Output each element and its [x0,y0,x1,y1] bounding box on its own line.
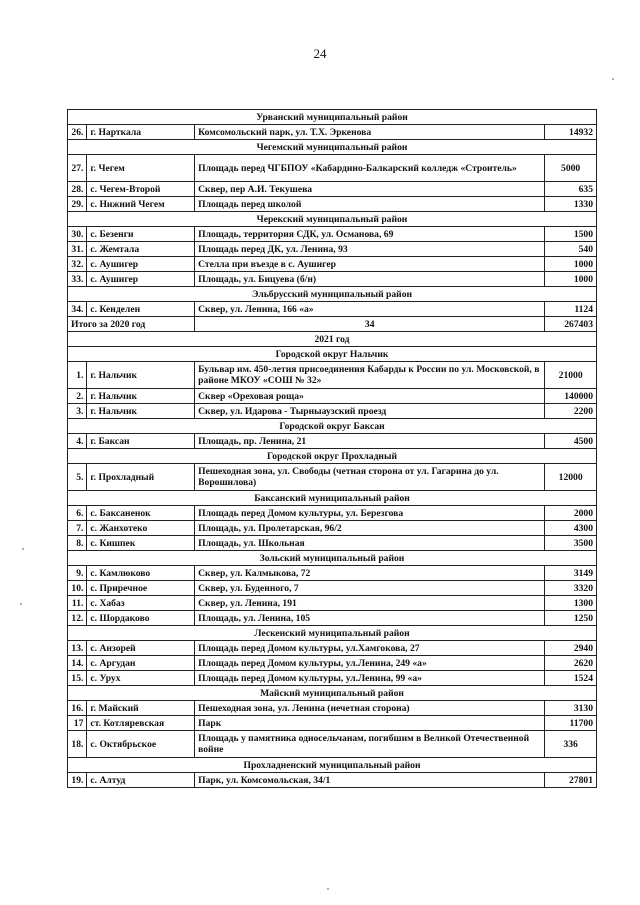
row-number: 13. [68,641,87,656]
total-label: Итого за 2020 год [68,317,195,332]
table-row [68,197,597,212]
table-row [68,506,597,521]
row-place: Сквер, пер А.И. Текушева [195,182,545,197]
row-place: Площадь, ул. Бицуева (б/н) [195,272,545,287]
row-area: 11700 [545,716,597,731]
row-place: Площадь, ул. Ленина, 105 [195,611,545,626]
row-locality: с. Жемтала [87,242,195,257]
section-title: Урванский муниципальный район [68,110,597,125]
row-area: 1000 [545,272,597,287]
table-row [68,257,597,272]
row-place: Площадь перед Домом культуры, ул.Хамгокова, 27 [195,641,545,656]
row-place: Сквер, ул. Идарова - Тырныаузский проезд [195,404,545,419]
row-locality: г. Нальчик [87,389,195,404]
row-number: 27. [68,155,87,182]
row-area: 21000 [545,362,597,389]
row-area: 140000 [545,389,597,404]
row-place: Парк [195,716,545,731]
row-place: Площадь перед Домом культуры, ул. Березгова [195,506,545,521]
row-area: 12000 [545,464,597,491]
table-row [68,596,597,611]
row-area: 3320 [545,581,597,596]
table-row [68,716,597,731]
table-row [68,227,597,242]
row-place: Пешеходная зона, ул. Свободы (четная сторона от ул. Гагарина до ул. Ворошилова) [195,464,545,491]
section-header-row [68,110,597,125]
section-header-row [68,626,597,641]
section-header-row [68,419,597,434]
row-locality: г. Нарткала [87,125,195,140]
section-title: Черекский муниципальный район [68,212,597,227]
row-locality: ст. Котляревская [87,716,195,731]
row-area: 3130 [545,701,597,716]
table-row [68,434,597,449]
row-place: Площадь у памятника односельчанам, погибшим в Великой Отечественной войне [195,731,545,758]
table-row [68,362,597,389]
total-count: 34 [195,317,545,332]
table-row [68,182,597,197]
row-place: Стелла при въезде в с. Аушигер [195,257,545,272]
row-number: 6. [68,506,87,521]
row-number: 31. [68,242,87,257]
table-row [68,404,597,419]
section-title: Лескенский муниципальный район [68,626,597,641]
row-locality: с. Кенделен [87,302,195,317]
row-locality: с. Октябрьское [87,731,195,758]
section-title: Городской округ Нальчик [68,347,597,362]
row-locality: с. Алтуд [87,773,195,788]
table-row [68,464,597,491]
table-row [68,701,597,716]
row-area: 336 [545,731,597,758]
table-body [68,110,597,788]
section-header-row [68,491,597,506]
row-number: 33. [68,272,87,287]
row-number: 17 [68,716,87,731]
row-number: 12. [68,611,87,626]
row-area: 2940 [545,641,597,656]
row-place: Сквер, ул. Ленина, 166 «а» [195,302,545,317]
municipal-territories-table [67,109,597,788]
row-number: 9. [68,566,87,581]
row-locality: с. Камлюково [87,566,195,581]
table-row [68,581,597,596]
row-area: 1124 [545,302,597,317]
total-row [68,317,597,332]
row-number: 32. [68,257,87,272]
row-locality: с. Хабаз [87,596,195,611]
row-number: 18. [68,731,87,758]
scan-speck [22,548,24,550]
row-place: Сквер «Ореховая роща» [195,389,545,404]
table-row [68,773,597,788]
row-locality: с. Кишпек [87,536,195,551]
row-locality: с. Нижний Чегем [87,197,195,212]
row-number: 14. [68,656,87,671]
row-place: Площадь перед Домом культуры, ул.Ленина, 99 «а» [195,671,545,686]
row-area: 3500 [545,536,597,551]
section-header-row [68,332,597,347]
row-place: Площадь перед ЧГБПОУ «Кабардино-Балкарский колледж «Строитель» [195,155,545,182]
row-locality: г. Баксан [87,434,195,449]
table-row [68,155,597,182]
table-row [68,272,597,287]
row-locality: с. Аргудан [87,656,195,671]
row-number: 1. [68,362,87,389]
row-place: Комсомольский парк, ул. Т.Х. Эркенова [195,125,545,140]
row-place: Бульвар им. 450-летия присоединения Кабарды к России по ул. Московской, в районе МКОУ «СОШ № 32» [195,362,545,389]
row-locality: с. Анзорей [87,641,195,656]
table-row [68,566,597,581]
table-row [68,731,597,758]
row-area: 1524 [545,671,597,686]
row-place: Сквер, ул. Ленина, 191 [195,596,545,611]
scan-speck [327,888,329,890]
row-locality: с. Урух [87,671,195,686]
row-place: Сквер, ул. Буденного, 7 [195,581,545,596]
row-place: Площадь, территория СДК, ул. Османова, 69 [195,227,545,242]
row-locality: с. Аушигер [87,257,195,272]
row-area: 2200 [545,404,597,419]
row-area: 540 [545,242,597,257]
row-number: 15. [68,671,87,686]
section-header-row [68,758,597,773]
row-place: Сквер, ул. Калмыкова, 72 [195,566,545,581]
row-locality: г. Прохладный [87,464,195,491]
row-locality: г. Майский [87,701,195,716]
section-header-row [68,551,597,566]
total-area: 267403 [545,317,597,332]
row-locality: г. Чегем [87,155,195,182]
row-place: Площадь перед ДК, ул. Ленина, 93 [195,242,545,257]
row-number: 7. [68,521,87,536]
table-row [68,536,597,551]
section-title: Баксанский муниципальный район [68,491,597,506]
row-area: 4500 [545,434,597,449]
row-number: 10. [68,581,87,596]
section-title: Городской округ Прохладный [68,449,597,464]
row-area: 27801 [545,773,597,788]
row-locality: г. Нальчик [87,404,195,419]
section-title: Прохладненский муниципальный район [68,758,597,773]
row-locality: с. Жанхотеко [87,521,195,536]
table-row [68,641,597,656]
row-area: 5000 [545,155,597,182]
row-place: Площадь, пр. Ленина, 21 [195,434,545,449]
row-place: Площадь, ул. Школьная [195,536,545,551]
section-title: Зольский муниципальный район [68,551,597,566]
row-area: 2620 [545,656,597,671]
row-locality: г. Нальчик [87,362,195,389]
row-locality: с. Аушигер [87,272,195,287]
row-number: 5. [68,464,87,491]
table-row [68,389,597,404]
row-area: 14932 [545,125,597,140]
row-locality: с. Приречное [87,581,195,596]
row-area: 2000 [545,506,597,521]
row-area: 1250 [545,611,597,626]
section-title: 2021 год [68,332,597,347]
row-number: 11. [68,596,87,611]
section-header-row [68,287,597,302]
row-place: Площадь перед школой [195,197,545,212]
row-locality: с. Шордаково [87,611,195,626]
section-header-row [68,449,597,464]
section-title: Городской округ Баксан [68,419,597,434]
row-locality: с. Безенги [87,227,195,242]
row-number: 26. [68,125,87,140]
table-row [68,611,597,626]
row-area: 4300 [545,521,597,536]
row-area: 635 [545,182,597,197]
table-row [68,671,597,686]
row-locality: с. Чегем-Второй [87,182,195,197]
section-header-row [68,212,597,227]
section-header-row [68,347,597,362]
scan-speck [20,603,22,605]
row-place: Площадь перед Домом культуры, ул.Ленина, 249 «а» [195,656,545,671]
table-row [68,521,597,536]
row-place: Площадь, ул. Пролетарская, 96/2 [195,521,545,536]
row-number: 3. [68,404,87,419]
table-row [68,302,597,317]
row-number: 34. [68,302,87,317]
row-number: 4. [68,434,87,449]
section-header-row [68,686,597,701]
row-area: 3149 [545,566,597,581]
table-row [68,242,597,257]
table-row [68,656,597,671]
section-header-row [68,140,597,155]
row-area: 1300 [545,596,597,611]
row-number: 19. [68,773,87,788]
scan-speck [612,78,614,80]
row-place: Парк, ул. Комсомольская, 34/1 [195,773,545,788]
table-row [68,125,597,140]
row-area: 1000 [545,257,597,272]
row-number: 2. [68,389,87,404]
row-number: 29. [68,197,87,212]
row-area: 1500 [545,227,597,242]
section-title: Майский муниципальный район [68,686,597,701]
row-number: 28. [68,182,87,197]
row-number: 8. [68,536,87,551]
row-area: 1330 [545,197,597,212]
row-number: 30. [68,227,87,242]
row-place: Пешеходная зона, ул. Ленина (нечетная сторона) [195,701,545,716]
section-title: Чегемский муниципальный район [68,140,597,155]
row-number: 16. [68,701,87,716]
section-title: Эльбрусский муниципальный район [68,287,597,302]
row-locality: с. Баксаненок [87,506,195,521]
page-number: 24 [313,46,327,61]
